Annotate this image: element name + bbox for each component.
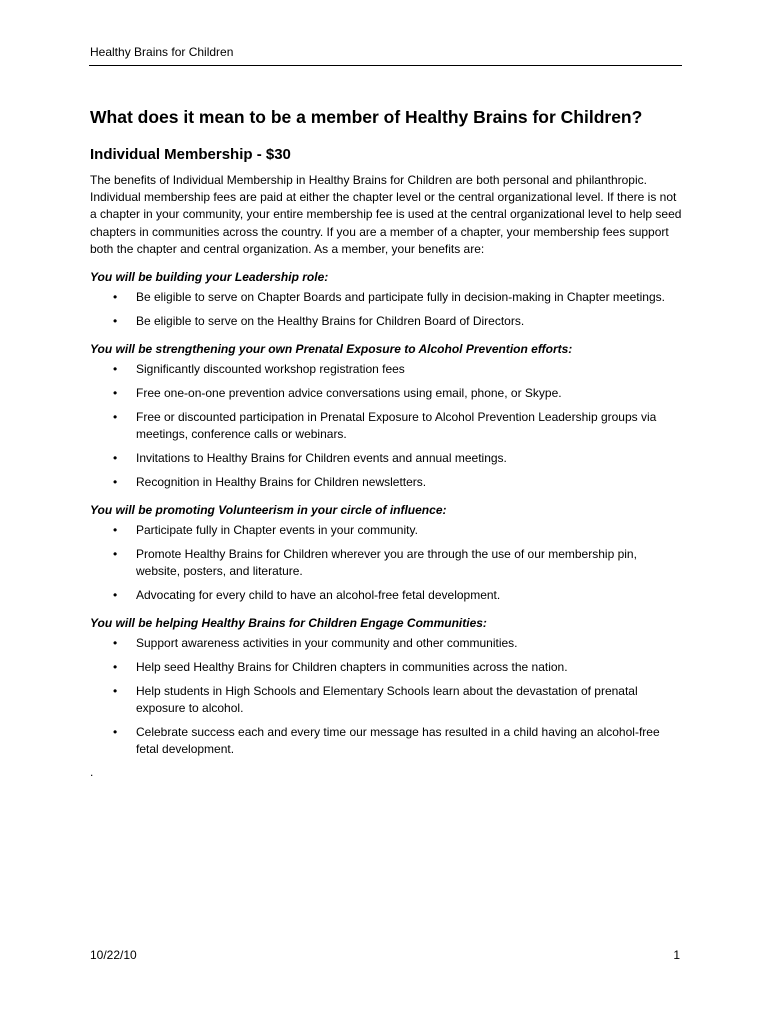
benefit-group bbox=[90, 269, 682, 330]
list-item bbox=[90, 474, 682, 491]
list-item bbox=[90, 313, 682, 330]
list-item bbox=[90, 522, 682, 539]
benefit-group-heading: You will be strengthening your own Prenatal Exposure to Alcohol Prevention efforts: bbox=[90, 342, 573, 357]
bullet-icon: • bbox=[113, 636, 118, 651]
benefit-list bbox=[90, 361, 682, 491]
list-item bbox=[90, 361, 682, 378]
list-item bbox=[90, 289, 682, 306]
list-item-text: Help seed Healthy Brains for Children chapters in communities across the nation. bbox=[136, 660, 568, 675]
bullet-icon: • bbox=[113, 660, 118, 675]
bullet-icon: • bbox=[113, 410, 118, 425]
bullet-icon: • bbox=[113, 523, 118, 538]
list-item-text: Be eligible to serve on the Healthy Brains for Children Board of Directors. bbox=[136, 314, 525, 329]
benefit-list bbox=[90, 635, 682, 758]
document-body bbox=[90, 106, 682, 779]
bullet-icon: • bbox=[113, 451, 118, 466]
trailing-mark: . bbox=[90, 765, 94, 780]
list-item bbox=[90, 659, 682, 676]
list-item-text: Free one-on-one prevention advice conversations using email, phone, or Skype. bbox=[136, 386, 562, 401]
list-item bbox=[90, 635, 682, 652]
list-item bbox=[90, 409, 682, 443]
bullet-icon: • bbox=[113, 314, 118, 329]
bullet-icon: • bbox=[113, 362, 118, 377]
bullet-icon: • bbox=[113, 475, 118, 490]
list-item-text: Celebrate success each and every time our message has resulted in a child having an alcohol-free fetal development. bbox=[136, 725, 660, 757]
section-title: Individual Membership - $30 bbox=[90, 146, 291, 163]
list-item-text: Be eligible to serve on Chapter Boards and participate fully in decision-making in Chapter meetings. bbox=[136, 290, 665, 305]
list-item bbox=[90, 385, 682, 402]
bullet-icon: • bbox=[113, 725, 118, 740]
benefit-group-heading: You will be helping Healthy Brains for Children Engage Communities: bbox=[90, 616, 487, 631]
intro-paragraph: The benefits of Individual Membership in Healthy Brains for Children are both personal and philanthropic. Individual membership fees are paid at either the chapter level or the central organizational level. If there is not a chapter in your community, your entire membership fee is used at the central organizational level to help seed chapters in communities across the country. If you are a member of a chapter, your membership fees support both the chapter and central organization. As a member, your benefits are: bbox=[90, 173, 682, 256]
benefit-list bbox=[90, 522, 682, 604]
benefit-group bbox=[90, 502, 682, 604]
bullet-icon: • bbox=[113, 588, 118, 603]
list-item bbox=[90, 724, 682, 758]
list-item bbox=[90, 546, 682, 580]
benefit-list bbox=[90, 289, 682, 330]
header-divider bbox=[89, 65, 682, 66]
list-item bbox=[90, 450, 682, 467]
running-header: Healthy Brains for Children bbox=[90, 45, 234, 59]
footer-page-number: 1 bbox=[673, 948, 680, 962]
list-item bbox=[90, 587, 682, 604]
benefit-group-heading: You will be promoting Volunteerism in your circle of influence: bbox=[90, 503, 447, 518]
list-item bbox=[90, 683, 682, 717]
list-item-text: Advocating for every child to have an alcohol-free fetal development. bbox=[136, 588, 501, 603]
benefit-group-heading: You will be building your Leadership role: bbox=[90, 270, 329, 285]
footer-date: 10/22/10 bbox=[90, 948, 137, 962]
benefit-group bbox=[90, 341, 682, 491]
list-item-text: Promote Healthy Brains for Children wherever you are through the use of our membership pin, website, posters, and literature. bbox=[136, 547, 637, 579]
bullet-icon: • bbox=[113, 290, 118, 305]
list-item-text: Support awareness activities in your community and other communities. bbox=[136, 636, 518, 651]
list-item-text: Free or discounted participation in Prenatal Exposure to Alcohol Prevention Leadership groups via meetings, conference calls or webinars. bbox=[136, 410, 657, 442]
list-item-text: Help students in High Schools and Elementary Schools learn about the devastation of prenatal exposure to alcohol. bbox=[136, 684, 638, 716]
bullet-icon: • bbox=[113, 386, 118, 401]
document-title: What does it mean to be a member of Healthy Brains for Children? bbox=[90, 107, 643, 127]
list-item-text: Participate fully in Chapter events in your community. bbox=[136, 523, 418, 538]
list-item-text: Invitations to Healthy Brains for Children events and annual meetings. bbox=[136, 451, 507, 466]
bullet-icon: • bbox=[113, 684, 118, 699]
list-item-text: Significantly discounted workshop registration fees bbox=[136, 362, 405, 377]
benefit-group bbox=[90, 615, 682, 758]
list-item-text: Recognition in Healthy Brains for Children newsletters. bbox=[136, 475, 427, 490]
bullet-icon: • bbox=[113, 547, 118, 562]
